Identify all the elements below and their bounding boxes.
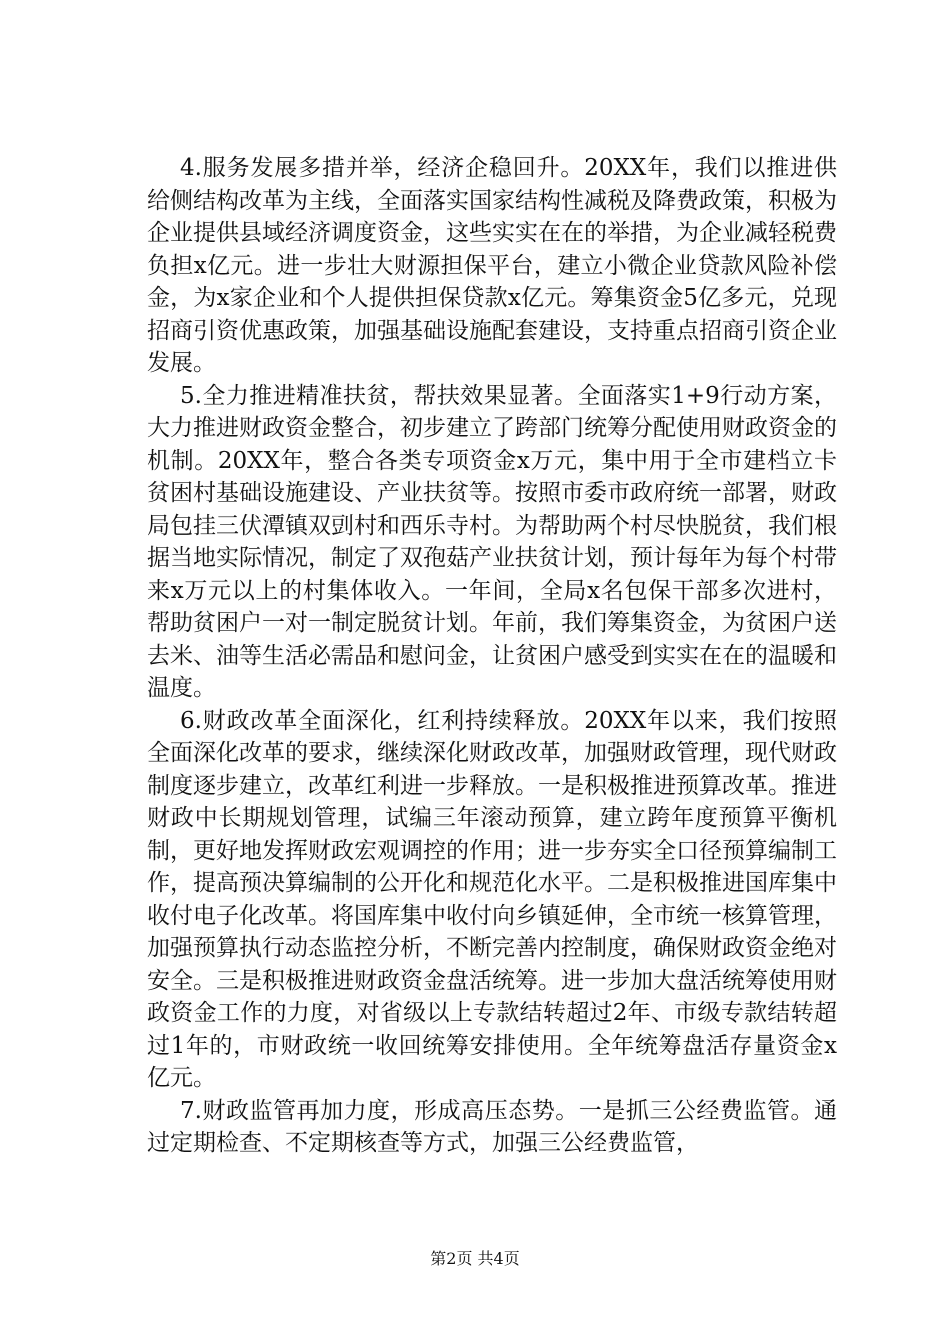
document-body [147,152,837,1160]
page-number-footer: 第2页 共4页 [430,1249,520,1268]
paragraph-4: 4.服务发展多措并举，经济企稳回升。20XX年，我们以推进供给侧结构改革为主线，全面落实国家结构性减税及降费政策，积极为企业提供县域经济调度资金，这些实实在在的举措，为企业减轻税费负担x亿元。进一步壮大财源担保平台，建立小微企业贷款风险补偿金，为x家企业和个人提供担保贷款x亿元。筹集资金5亿多元，兑现招商引资优惠政策，加强基础设施配套建设，支持重点招商引资企业发展。 [147,155,837,376]
paragraph-5: 5.全力推进精准扶贫，帮扶效果显著。全面落实1+9行动方案，大力推进财政资金整合，初步建立了跨部门统筹分配使用财政资金的机制。20XX年，整合各类专项资金x万元，集中用于全市建档立卡贫困村基础设施建设、产业扶贫等。按照市委市政府统一部署，财政局包挂三伏潭镇双剅村和西乐寺村。为帮助两个村尽快脱贫，我们根据当地实际情况，制定了双孢菇产业扶贫计划，预计每年为每个村带来x万元以上的村集体收入。一年间，全局x名包保干部多次进村，帮助贫困户一对一制定脱贫计划。年前，我们筹集资金，为贫困户送去米、油等生活必需品和慰问金，让贫困户感受到实实在在的温暖和温度。 [147,382,837,701]
paragraph-7: 7.财政监管再加力度，形成高压态势。一是抓三公经费监管。通过定期检查、不定期核查等方式，加强三公经费监管， [147,1097,837,1156]
paragraph-6: 6.财政改革全面深化，红利持续释放。20XX年以来，我们按照全面深化改革的要求，继续深化财政改革，加强财政管理，现代财政制度逐步建立，改革红利进一步释放。一是积极推进预算改革。推进财政中长期规划管理，试编三年滚动预算，建立跨年度预算平衡机制，更好地发挥财政宏观调控的作用；进一步夯实全口径预算编制工作，提高预决算编制的公开化和规范化水平。二是积极推进国库集中收付电子化改革。将国库集中收付向乡镇延伸，全市统一核算管理，加强预算执行动态监控分析，不断完善内控制度，确保财政资金绝对安全。三是积极推进财政资金盘活统筹。进一步加大盘活统筹使用财政资金工作的力度，对省级以上专款结转超过2年、市级专款结转超过1年的，市财政统一收回统筹安排使用。全年统筹盘活存量资金x亿元。 [147,707,837,1091]
